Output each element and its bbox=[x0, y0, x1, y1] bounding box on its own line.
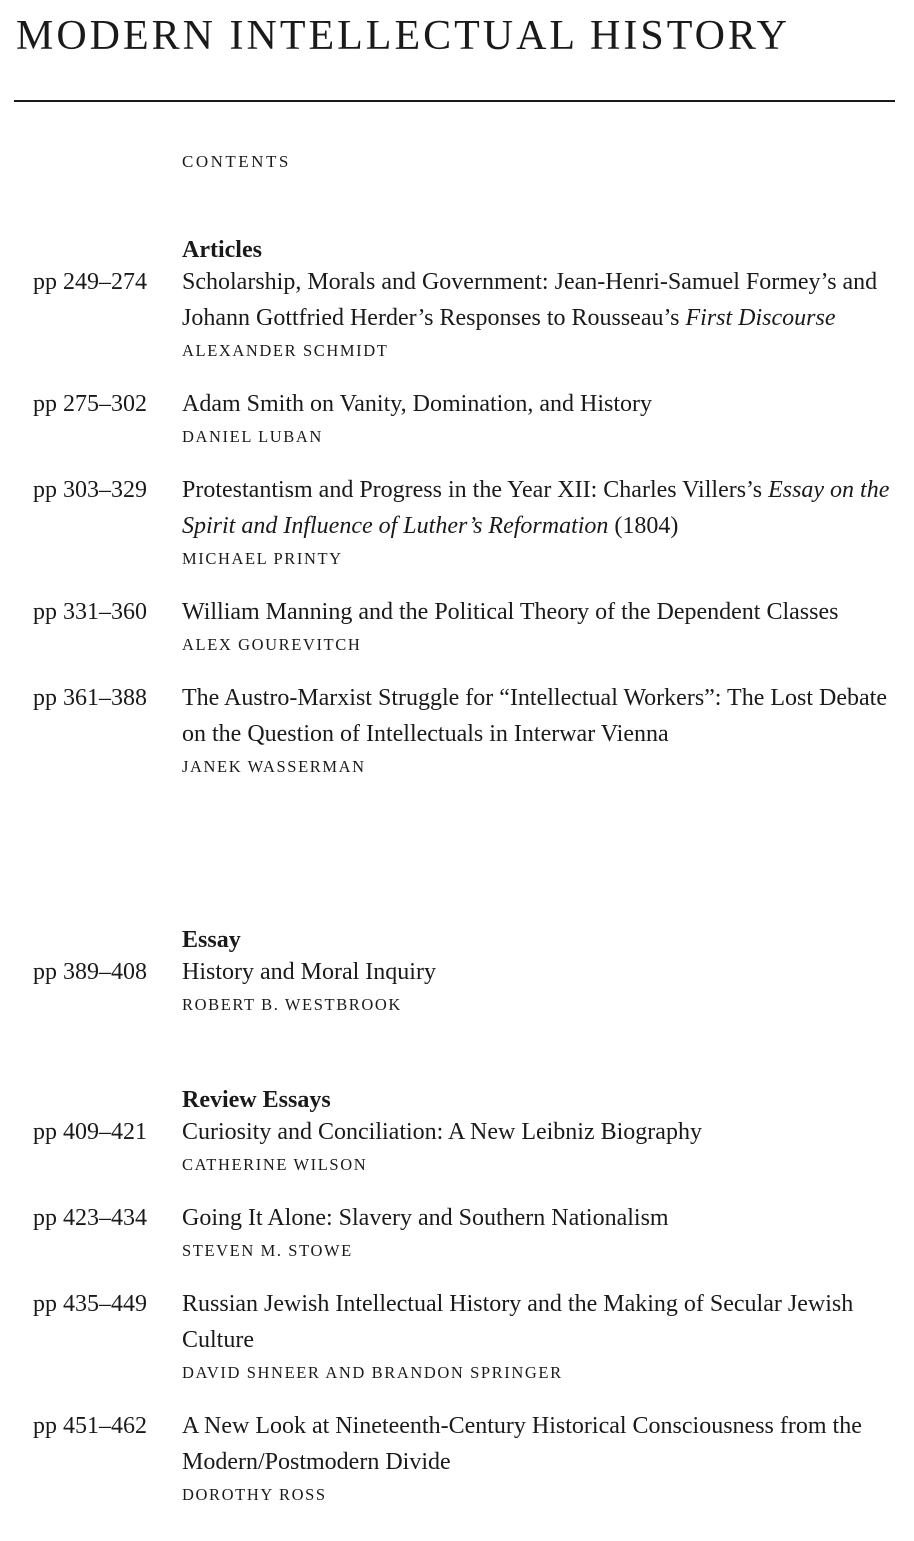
toc-entry[interactable] bbox=[0, 1408, 914, 1510]
toc-entry[interactable] bbox=[0, 386, 914, 452]
toc-entry[interactable] bbox=[0, 1200, 914, 1266]
page-range: pp 303–329 bbox=[33, 477, 147, 503]
author: STEVEN M. STOWE bbox=[182, 1241, 353, 1260]
toc-entry[interactable] bbox=[0, 1114, 914, 1180]
article-title[interactable] bbox=[182, 472, 902, 544]
author: DAVID SHNEER AND BRANDON SPRINGER bbox=[182, 1363, 563, 1382]
toc-entry[interactable] bbox=[0, 472, 914, 574]
author: MICHAEL PRINTY bbox=[182, 549, 343, 568]
section-review-essays bbox=[0, 1086, 914, 1530]
page-range: pp 451–462 bbox=[33, 1413, 147, 1439]
author: DOROTHY ROSS bbox=[182, 1485, 327, 1504]
page-range: pp 361–388 bbox=[33, 685, 147, 711]
page-range: pp 423–434 bbox=[33, 1205, 147, 1231]
page-range: pp 331–360 bbox=[33, 599, 147, 625]
article-title[interactable] bbox=[182, 1114, 902, 1150]
author: DANIEL LUBAN bbox=[182, 427, 323, 446]
toc-entry[interactable] bbox=[0, 680, 914, 782]
title-part: A New Look at Nineteenth-Century Historical Consciousness from the Modern/Postmodern Divide bbox=[182, 1413, 862, 1475]
page-range: pp 389–408 bbox=[33, 959, 147, 985]
article-title[interactable] bbox=[182, 954, 902, 990]
article-title[interactable] bbox=[182, 386, 902, 422]
page-range: pp 275–302 bbox=[33, 391, 147, 417]
title-part-italic: First Discourse bbox=[685, 305, 836, 331]
title-part: History and Moral Inquiry bbox=[182, 959, 436, 985]
title-part-italic: Essay on the Spirit and Influence of Luther’s Reformation bbox=[182, 477, 890, 539]
author: ALEX GOUREVITCH bbox=[182, 635, 362, 654]
toc-entry[interactable] bbox=[0, 1286, 914, 1388]
title-part: Curiosity and Conciliation: A New Leibniz Biography bbox=[182, 1119, 702, 1145]
title-divider bbox=[14, 100, 895, 102]
article-title[interactable] bbox=[182, 594, 902, 630]
article-title[interactable] bbox=[182, 680, 902, 752]
contents-heading: CONTENTS bbox=[182, 152, 291, 171]
journal-title: MODERN INTELLECTUAL HISTORY bbox=[16, 13, 790, 59]
article-title[interactable] bbox=[182, 264, 902, 336]
article-title[interactable] bbox=[182, 1286, 902, 1358]
title-part: Scholarship, Morals and Government: Jean-Henri-Samuel Formey’s and Johann Gottfried Herder’s Responses to Rousseau’s bbox=[182, 269, 878, 331]
author: CATHERINE WILSON bbox=[182, 1155, 368, 1174]
title-part: Adam Smith on Vanity, Domination, and History bbox=[182, 391, 652, 417]
title-part: William Manning and the Political Theory of the Dependent Classes bbox=[182, 599, 839, 625]
section-title: Essay bbox=[182, 927, 241, 953]
author: JANEK WASSERMAN bbox=[182, 757, 366, 776]
title-part: Russian Jewish Intellectual History and the Making of Secular Jewish Culture bbox=[182, 1291, 854, 1353]
title-part: The Austro-Marxist Struggle for “Intellectual Workers”: The Lost Debate on the Question of Intellectuals in Interwar Vienna bbox=[182, 685, 887, 747]
author: ROBERT B. WESTBROOK bbox=[182, 995, 402, 1014]
page-range: pp 249–274 bbox=[33, 269, 147, 295]
section-title: Review Essays bbox=[182, 1087, 331, 1113]
title-part: (1804) bbox=[608, 513, 679, 539]
title-part: Going It Alone: Slavery and Southern Nationalism bbox=[182, 1205, 669, 1231]
section-title: Articles bbox=[182, 237, 262, 263]
toc-entry[interactable] bbox=[0, 594, 914, 660]
article-title[interactable] bbox=[182, 1200, 902, 1236]
page-range: pp 435–449 bbox=[33, 1291, 147, 1317]
author: ALEXANDER SCHMIDT bbox=[182, 341, 389, 360]
page-range: pp 409–421 bbox=[33, 1119, 147, 1145]
section-articles bbox=[0, 236, 914, 802]
article-title[interactable] bbox=[182, 1408, 902, 1480]
title-part: Protestantism and Progress in the Year XII: Charles Villers’s bbox=[182, 477, 769, 503]
section-essay bbox=[0, 926, 914, 1040]
toc-entry[interactable] bbox=[0, 954, 914, 1020]
toc-entry[interactable] bbox=[0, 264, 914, 366]
